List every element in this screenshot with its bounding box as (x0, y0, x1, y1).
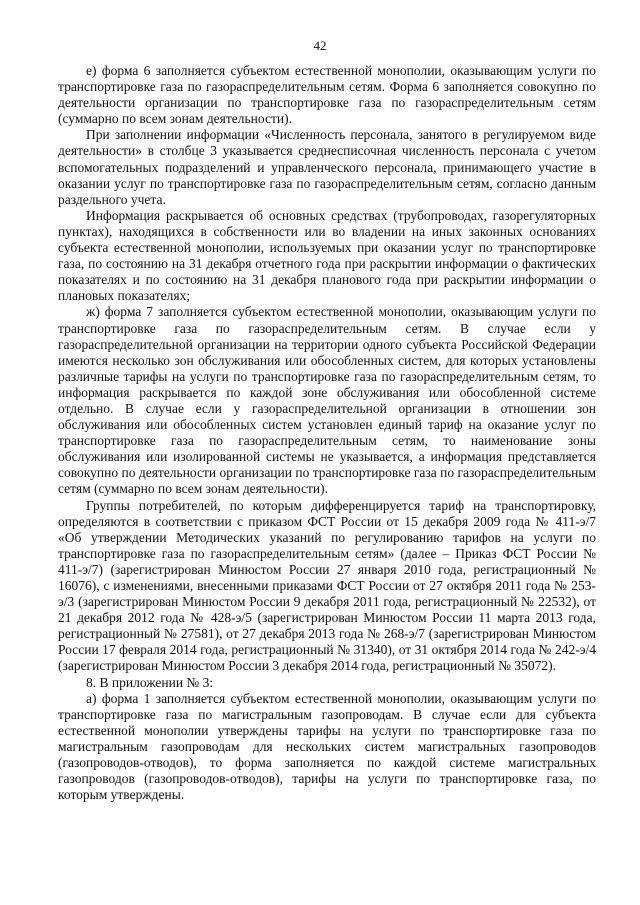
paragraph-form6: е) форма 6 заполняется субъектом естественной монополии, оказывающим услуги по транспортировке газа по газораспределительным сетям. Форма 6 заполняется совокупно по деятельности организации по транспортировке газа по газораспределительным сетям (суммарно по всем зонам деятельности). (58, 63, 596, 127)
paragraph-fixed-assets: Информация раскрывается об основных средствах (трубопроводах, газорегуляторных пунктах), находящихся в собственности или во владении на иных законных основаниях субъекта естественной монополии, используемых при оказании услуг по транспортировке газа, по состоянию на 31 декабря отчетного года при раскрытии информации о фактических показателях и по состоянию на 31 декабря планового года при раскрытии информации о плановых показателях; (58, 207, 596, 304)
paragraph-consumer-groups: Группы потребителей, по которым дифференцируется тариф на транспортировку, определяются в соответствии с приказом ФСТ России от 15 декабря 2009 года № 411-э/7 «Об утверждении Методических указаний по регулированию тарифов на услуги по транспортировке газа по газораспределительным сетям» (далее – Приказ ФСТ России № 411-э/7) (зарегистрирован Минюстом России 27 января 2010 года, регистрационный № 16076), с изменениями, внесенными приказами ФСТ России от 27 октября 2011 года № 253-э/3 (зарегистрирован Минюстом России 9 декабря 2011 года, регистрационный № 22532), от 21 декабря 2012 года № 428-э/5 (зарегистрирован Минюстом России 11 марта 2013 года, регистрационный № 27581), от 27 декабря 2013 года № 268-э/7 (зарегистрирован Минюстом России 17 февраля 2014 года, регистрационный № 31340), от 31 октября 2014 года № 242-э/4 (зарегистрирован Минюстом России 3 декабря 2014 года, регистрационный № 35072). (58, 497, 596, 674)
page-number: 42 (313, 38, 327, 53)
paragraph-form7: ж) форма 7 заполняется субъектом естественной монополии, оказывающим услуги по транспортировке газа по газораспределительным сетям. В случае если у газораспределительной организации на территории одного субъекта Российской Федерации имеются несколько зон обслуживания или обособленных систем, для которых установлены различные тарифы на услуги по транспортировке газа по газораспределительным сетям, то информация раскрывается по каждой зоне обслуживания или обособленной системе отдельно. В случае если у газораспределительной организации в отношении зон обслуживания или обособленных систем установлен единый тариф на оказание услуг по транспортировке газа по газораспределительным сетям, то наименование зоны обслуживания или изолированной системы не указывается, а информация представляется совокупно по деятельности организации по транспортировке газа по газораспределительным сетям (суммарно по всем зонам деятельности). (58, 304, 596, 497)
paragraph-appendix3-heading: 8. В приложении № 3: (86, 674, 214, 690)
paragraph-appendix3-form1: а) форма 1 заполняется субъектом естественной монополии, оказывающим услуги по транспортировке газа по магистральным газопроводам. В случае если для субъекта естественной монополии утверждены тарифы на услуги по транспортировке газа по магистральным газопроводам для нескольких систем магистральных газопроводов (газопроводов-отводов), то форма заполняется по каждой системе магистральных газопроводов (газопроводов-отводов), тарифы на услуги по транспортировке газа, по которым утверждены. (58, 690, 596, 803)
document-body (58, 63, 596, 803)
paragraph-personnel-count: При заполнении информации «Численность персонала, занятого в регулируемом виде деятельности» в столбце 3 указывается среднесписочная численность персонала с учетом вспомогательных подразделений и управленческого персонала, принимающего участие в оказании услуг по транспортировке газа по газораспределительным сетям, согласно данным раздельного учета. (58, 127, 596, 207)
